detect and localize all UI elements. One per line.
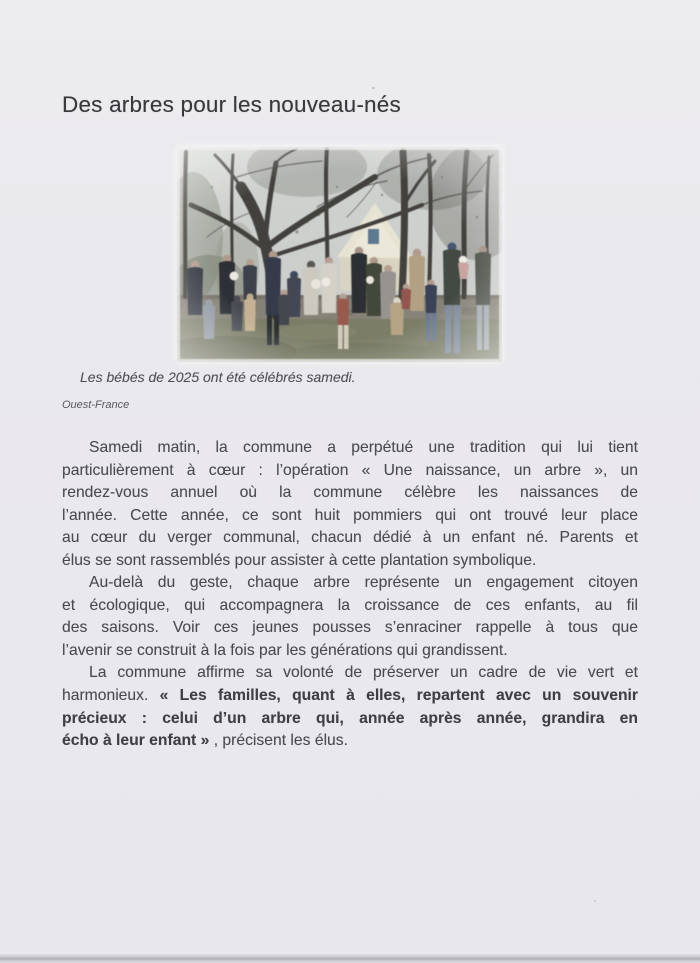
- body-text: au cœur du verger communal, chacun dédié à un enfant né. Parents et: [62, 529, 638, 547]
- body-text: élus se sont rassemblés pour assister à cette plantation symbolique.: [62, 551, 537, 569]
- body-line: [62, 482, 638, 505]
- body-text: particulièrement à cœur : l’opération « Une naissance, un arbre », un: [62, 461, 638, 479]
- body-line: [62, 505, 638, 528]
- body-line: [62, 685, 638, 708]
- article-title: Des arbres pour les nouveau-nés: [62, 92, 401, 117]
- group-photo-illustration: [177, 147, 502, 362]
- body-line: [62, 595, 638, 618]
- body-line: [62, 617, 638, 640]
- body-text: harmonieux.: [62, 687, 160, 705]
- body-text: des saisons. Voir ces jeunes pousses s’enraciner rappelle à tous que: [62, 619, 638, 637]
- body-text: , précisent les élus.: [209, 732, 348, 750]
- article-body: [62, 437, 638, 753]
- body-text-bold: « Les familles, quant à elles, repartent avec un souvenir: [159, 687, 638, 705]
- scan-speck: [372, 87, 375, 89]
- scan-edge: [0, 954, 700, 963]
- body-line: [62, 708, 638, 731]
- body-line: [62, 662, 638, 685]
- body-line: [62, 550, 638, 573]
- body-text: l’avenir se construit à la fois par les générations qui grandissent.: [62, 641, 508, 659]
- body-line: [62, 572, 638, 595]
- body-line: [62, 730, 638, 753]
- scan-speck: [594, 900, 596, 902]
- photo-caption: Les bébés de 2025 ont été célébrés samedi.: [80, 369, 356, 385]
- body-text: Samedi matin, la commune a perpétué une tradition qui lui tient: [89, 439, 638, 456]
- body-text: La commune affirme sa volonté de préserver un cadre de vie vert et: [89, 664, 638, 682]
- body-text: et écologique, qui accompagnera la croissance de ces enfants, au fil: [62, 596, 638, 614]
- body-line: [62, 460, 638, 483]
- body-line: [62, 437, 638, 460]
- article-photo: [177, 147, 502, 362]
- body-text: l’année. Cette année, ce sont huit pommiers qui ont trouvé leur place: [62, 506, 638, 524]
- body-text: rendez-vous annuel où la commune célèbre les naissances de: [62, 484, 638, 502]
- body-text-bold: écho à leur enfant »: [62, 732, 210, 750]
- body-text-bold: précieux : celui d’un arbre qui, année après année, grandira en: [62, 709, 638, 727]
- body-line: [62, 640, 638, 663]
- body-text: Au-delà du geste, chaque arbre représente un engagement citoyen: [89, 574, 638, 592]
- photo-credit: Ouest-France: [62, 399, 130, 411]
- body-line: [62, 527, 638, 550]
